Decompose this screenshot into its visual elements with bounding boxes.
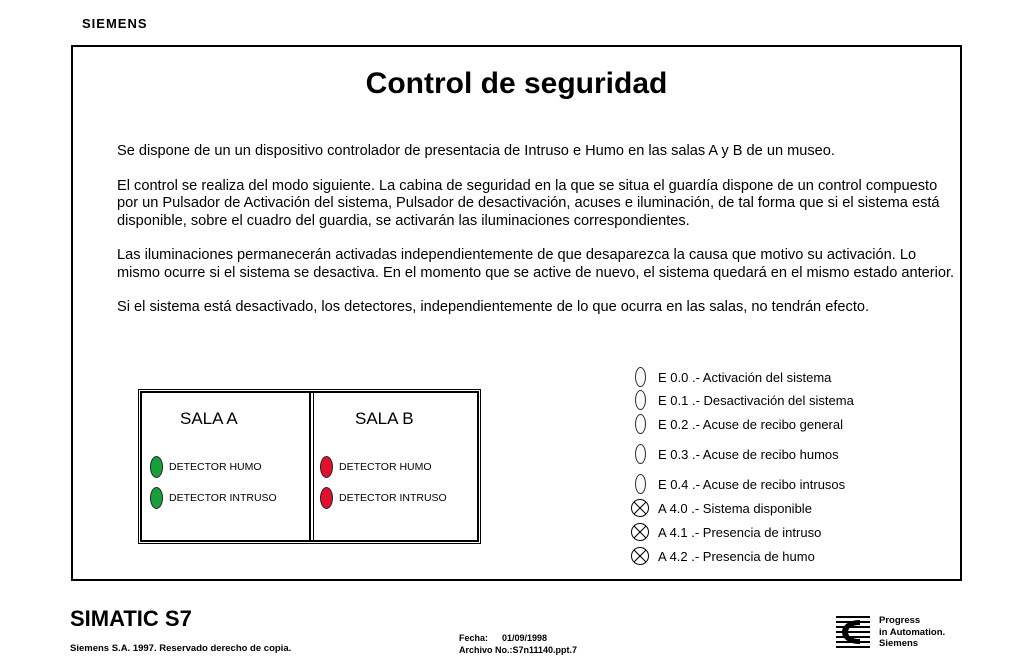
legend-label: A 4.0 .- Sistema disponible	[658, 500, 812, 516]
button-icon	[630, 412, 650, 436]
paragraph-3: Las iluminaciones permanecerán activadas independientemente de que desaparezca la causa que motivo su activación. Lo mismo ocurre si el sistema se desactiva. En el momento que se active de nuevo, el sistema quedará en el mismo estado anterior.	[117, 247, 955, 281]
slogan-line-1: Progress	[879, 615, 921, 626]
description-text	[117, 143, 962, 317]
red-led-icon	[320, 456, 333, 478]
slogan-line-2: in Automation.	[879, 626, 946, 638]
file-number: Archivo No.:S7n11140.ppt.7	[459, 644, 578, 655]
slogan	[879, 615, 945, 650]
detector-label: DETECTOR INTRUSO	[339, 492, 447, 504]
room-a-intruder-detector	[150, 486, 277, 510]
legend-item-e02	[630, 412, 843, 436]
legend-label: E 0.3 .- Acuse de recibo humos	[658, 446, 839, 462]
room-b-smoke-detector	[320, 455, 432, 479]
rooms-panel	[140, 391, 479, 542]
legend-item-a42	[630, 544, 815, 568]
room-divider	[309, 393, 311, 540]
file-info	[459, 633, 577, 656]
legend-item-a41	[630, 520, 821, 544]
detector-label: DETECTOR HUMO	[169, 461, 262, 473]
lamp-icon	[630, 520, 650, 544]
room-a-smoke-detector	[150, 455, 262, 479]
lamp-icon	[630, 496, 650, 520]
legend-item-a40	[630, 496, 812, 520]
detector-label: DETECTOR HUMO	[339, 461, 432, 473]
slogan-line-3: Siemens	[879, 638, 919, 649]
red-led-icon	[320, 487, 333, 509]
button-icon	[630, 388, 650, 412]
legend-item-e01	[630, 388, 854, 412]
copyright-notice: Siemens S.A. 1997. Reservado derecho de copia.	[70, 643, 292, 654]
paragraph-2: El control se realiza del modo siguiente. La cabina de seguridad en la que se situa el guardía dispone de un control compuesto por un Pulsador de Activación del sistema, Pulsador de desactivación, acuses e iluminación, de tal forma que si el sistema está disponible, sobre el cuadro del guardia, se activarán las iluminaciones correspondientes.	[117, 177, 940, 229]
legend-label: A 4.1 .- Presencia de intruso	[658, 524, 822, 540]
lamp-icon	[630, 544, 650, 568]
slide-frame	[71, 45, 962, 581]
room-a-title: SALA A	[180, 409, 238, 428]
paragraph-4: Si el sistema está desactivado, los detectores, independientemente de lo que ocurra en las salas, no tendrán efecto.	[117, 299, 870, 315]
legend-label: E 0.2 .- Acuse de recibo general	[658, 416, 844, 432]
room-b-intruder-detector	[320, 486, 447, 510]
button-icon	[630, 442, 650, 466]
button-icon	[630, 472, 650, 496]
legend-label: E 0.4 .- Acuse de recibo intrusos	[658, 476, 846, 492]
paragraph-1: Se dispone de un un dispositivo controlador de presentacia de Intruso e Humo en las salas A y B de un museo.	[117, 143, 835, 159]
date-value: 01/09/1998	[502, 633, 548, 643]
room-a	[142, 393, 309, 540]
green-led-icon	[150, 456, 163, 478]
legend-item-e03	[630, 442, 839, 466]
siemens-brand: SIEMENS	[82, 16, 148, 31]
room-b	[312, 393, 479, 540]
green-led-icon	[150, 487, 163, 509]
room-b-title: SALA B	[355, 409, 414, 428]
button-icon	[630, 365, 650, 389]
legend-label: E 0.0 .- Activación del sistema	[658, 369, 832, 385]
legend-item-e00	[630, 365, 831, 389]
date-label: Fecha:	[459, 633, 489, 643]
detector-label: DETECTOR INTRUSO	[169, 492, 277, 504]
slide-title: Control de seguridad	[365, 67, 668, 100]
legend-label: A 4.2 .- Presencia de humo	[658, 548, 815, 564]
legend-label: E 0.1 .- Desactivación del sistema	[658, 392, 854, 408]
siemens-logo-icon	[836, 614, 872, 650]
product-name: SIMATIC S7	[70, 606, 192, 631]
legend-item-e04	[630, 472, 845, 496]
io-legend	[630, 365, 960, 575]
